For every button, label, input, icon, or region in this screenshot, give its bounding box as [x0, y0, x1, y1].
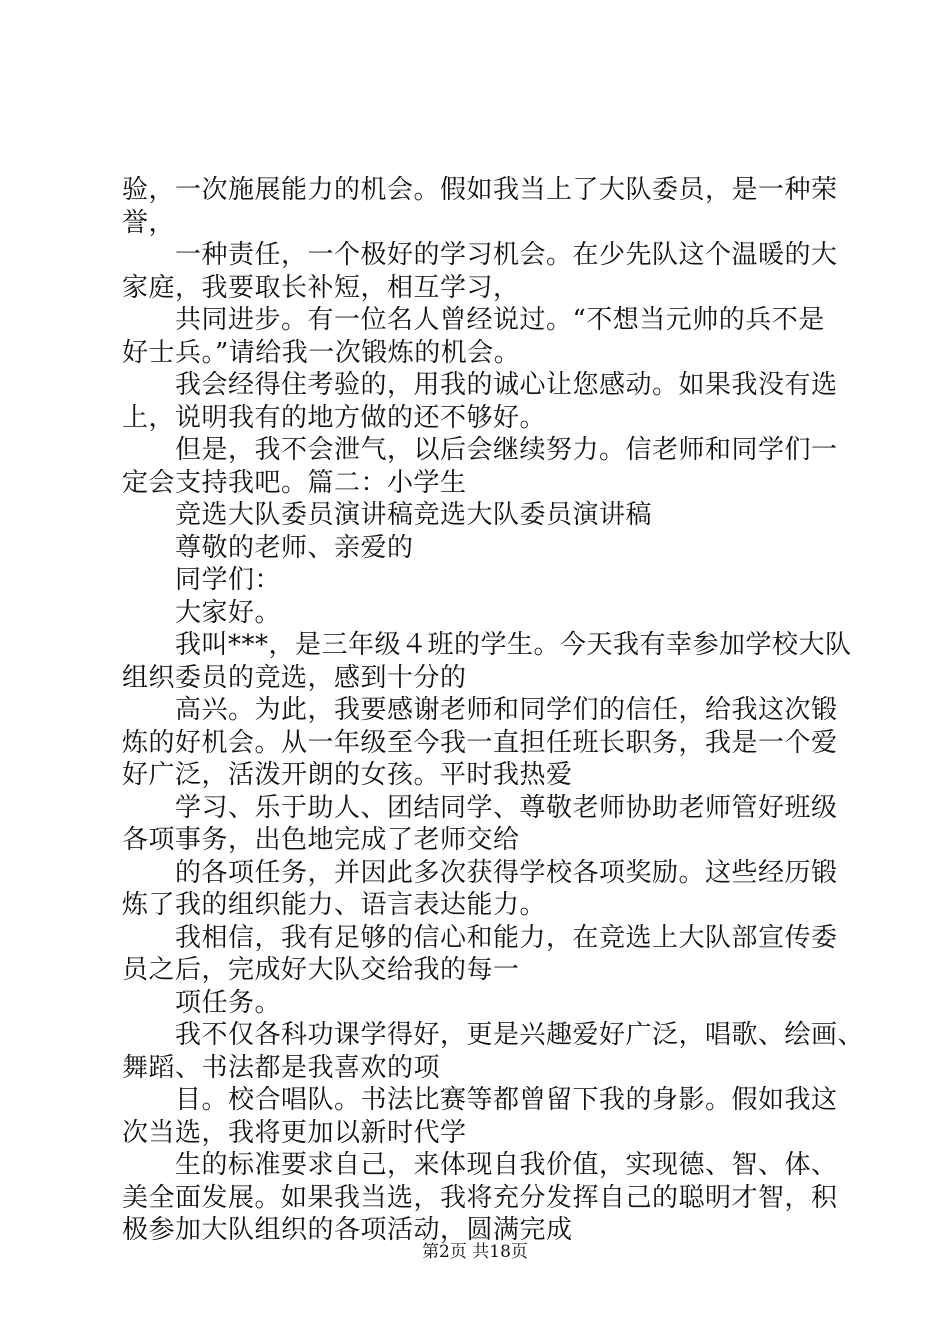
text-line: 美全面发展。如果我当选，我将充分发挥自己的聪明才智，积 [122, 1182, 838, 1213]
text-line: 极参加大队组织的各项活动，圆满完成 [122, 1215, 573, 1245]
text-line: 学习、乐于助人、团结同学、尊敬老师协助老师管好班级 [122, 792, 838, 823]
text-line: 家庭，我要取长补短，相互学习， [122, 272, 520, 303]
text-line: 炼的好机会。从一年级至今我一直担任班长职务，我是一个爱 [122, 727, 838, 758]
text-line: 舞蹈、书法都是我喜欢的项 [122, 1052, 441, 1083]
text-line: 目。校合唱队。书法比赛等都曾留下我的身影。假如我这 [122, 1085, 838, 1115]
text-line: 炼了我的组织能力、语言表达能力。 [122, 890, 547, 920]
text-line: 我相信，我有足够的信心和能力，在竞选上大队部宣传委 [122, 922, 838, 953]
text-line: 誉， [122, 207, 176, 238]
text-line: 我不仅各科功课学得好，更是兴趣爱好广泛，唱歌、绘画、 [122, 1020, 865, 1050]
text-line: 一种责任，一个极好的学习机会。在少先队这个温暖的大 [122, 240, 838, 270]
text-line: 上，说明我有的地方做的还不够好。 [122, 402, 547, 433]
text-line: 大家好。 [122, 597, 282, 628]
text-line: 共同进步。有一位名人曾经说过。“不想当元帅的兵不是 [122, 305, 825, 335]
text-line: 好广泛，活泼开朗的女孩。平时我热爱 [122, 760, 573, 790]
text-line: 同学们： [122, 565, 282, 595]
text-line: 各项事务，出色地完成了老师交给 [122, 825, 520, 855]
page-number-footer: 第2页 共18页 [422, 1242, 528, 1262]
text-line: 我叫***，是三年级４班的学生。今天我有幸参加学校大队 [122, 630, 852, 660]
text-line: 竞选大队委员演讲稿竞选大队委员演讲稿 [122, 500, 653, 530]
text-line: 员之后，完成好大队交给我的每一 [122, 955, 520, 985]
text-line: 我会经得住考验的，用我的诚心让您感动。如果我没有选 [122, 370, 838, 400]
text-line: 但是，我不会泄气，以后会继续努力。信老师和同学们一 [122, 435, 838, 465]
text-line: 生的标准要求自己，来体现自我价值，实现德、智、体、 [122, 1150, 838, 1180]
text-line: 好士兵。”请给我一次锻炼的机会。 [122, 337, 521, 368]
text-line: 尊敬的老师、亲爱的 [122, 532, 414, 563]
text-line: 高兴。为此，我要感谢老师和同学们的信任，给我这次锻 [122, 695, 838, 725]
text-line: 项任务。 [122, 987, 282, 1018]
document-body [122, 174, 865, 1247]
text-line: 次当选，我将更加以新时代学 [122, 1117, 467, 1148]
text-line: 定会支持我吧。篇二：小学生 [122, 467, 467, 498]
text-line: 的各项任务，并因此多次获得学校各项奖励。这些经历锻 [122, 857, 838, 888]
text-line: 验，一次施展能力的机会。假如我当上了大队委员，是一种荣 [122, 175, 838, 205]
text-line: 组织委员的竞选，感到十分的 [122, 662, 467, 693]
